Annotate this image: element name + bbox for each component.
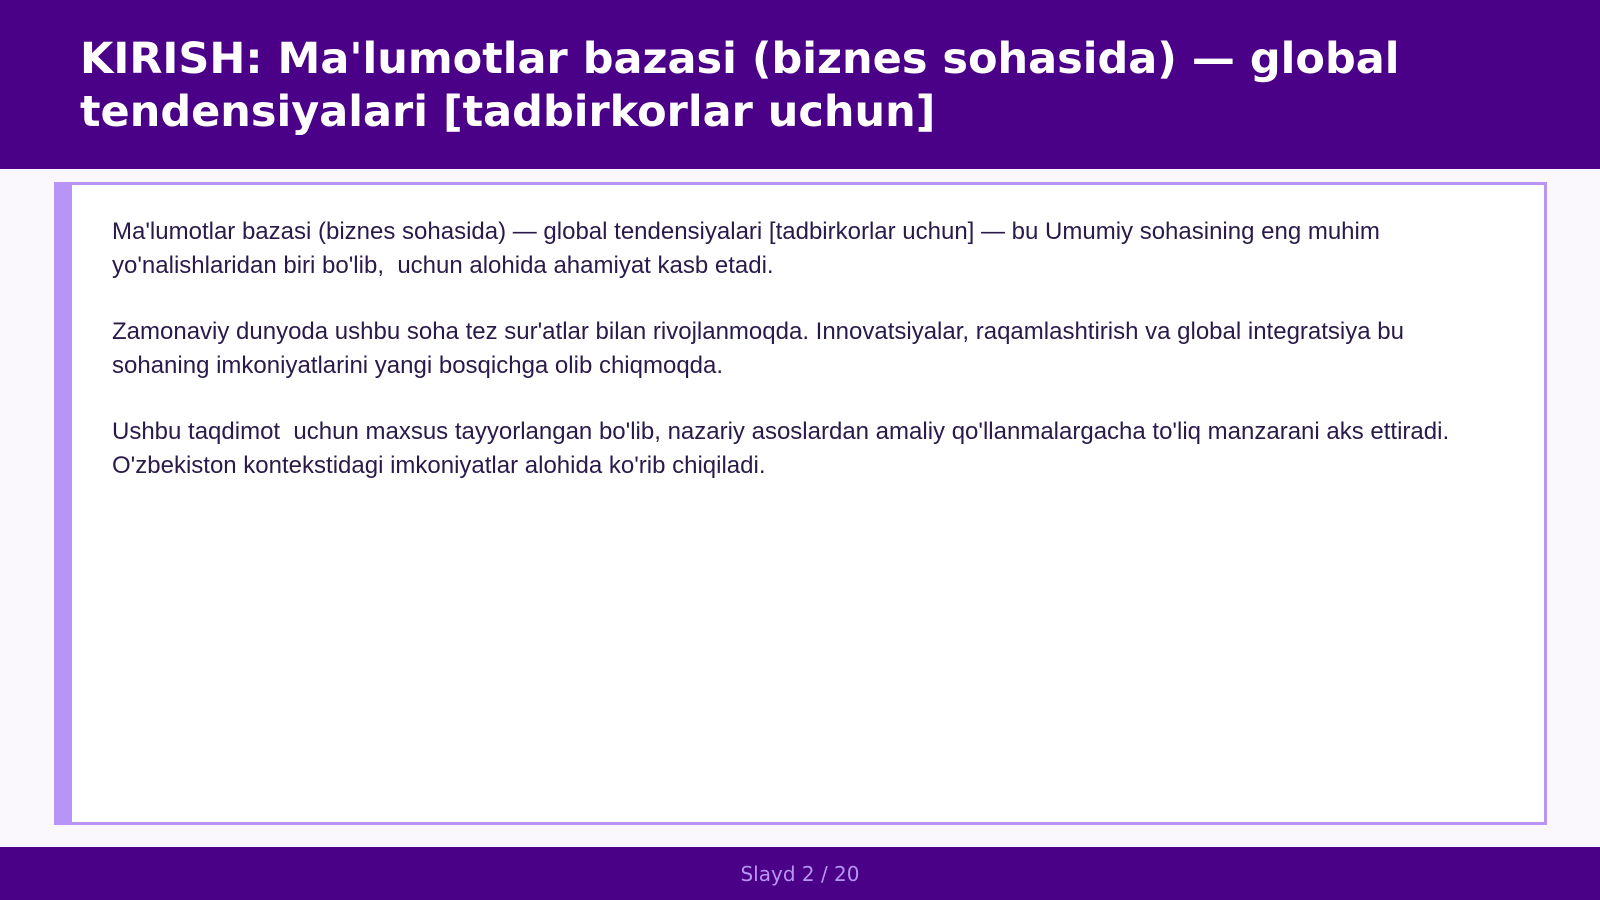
paragraph-presentation-scope: Ushbu taqdimot uchun maxsus tayyorlangan bo'lib, nazariy asoslardan amaliy qo'llanmalargacha to'liq manzarani aks ettiradi. O'zbekiston kontekstidagi imkoniyatlar alohida ko'rib chiqiladi. bbox=[112, 418, 1456, 479]
slide-title: KIRISH: Ma'lumotlar bazasi (biznes sohasida) — global tendensiyalari [tadbirkorlar uchun] bbox=[80, 34, 1400, 137]
paragraph-intro: Ma'lumotlar bazasi (biznes sohasida) — global tendensiyalari [tadbirkorlar uchun] — bu Umumiy sohasining eng muhim yo'nalishlaridan biri bo'lib, uchun alohida ahamiyat kasb etadi. bbox=[112, 218, 1387, 279]
slide-header bbox=[0, 0, 1600, 169]
paragraph-modern-world: Zamonaviy dunyoda ushbu soha tez sur'atlar bilan rivojlanmoqda. Innovatsiyalar, raqamlashtirish va global integratsiya bu sohaning imkoniyatlarini yangi bosqichga olib chiqmoqda. bbox=[112, 318, 1411, 379]
content-body bbox=[112, 215, 1489, 515]
slide-footer bbox=[0, 847, 1600, 900]
slide-counter: Slayd 2 / 20 bbox=[740, 861, 860, 886]
content-card bbox=[54, 182, 1547, 825]
